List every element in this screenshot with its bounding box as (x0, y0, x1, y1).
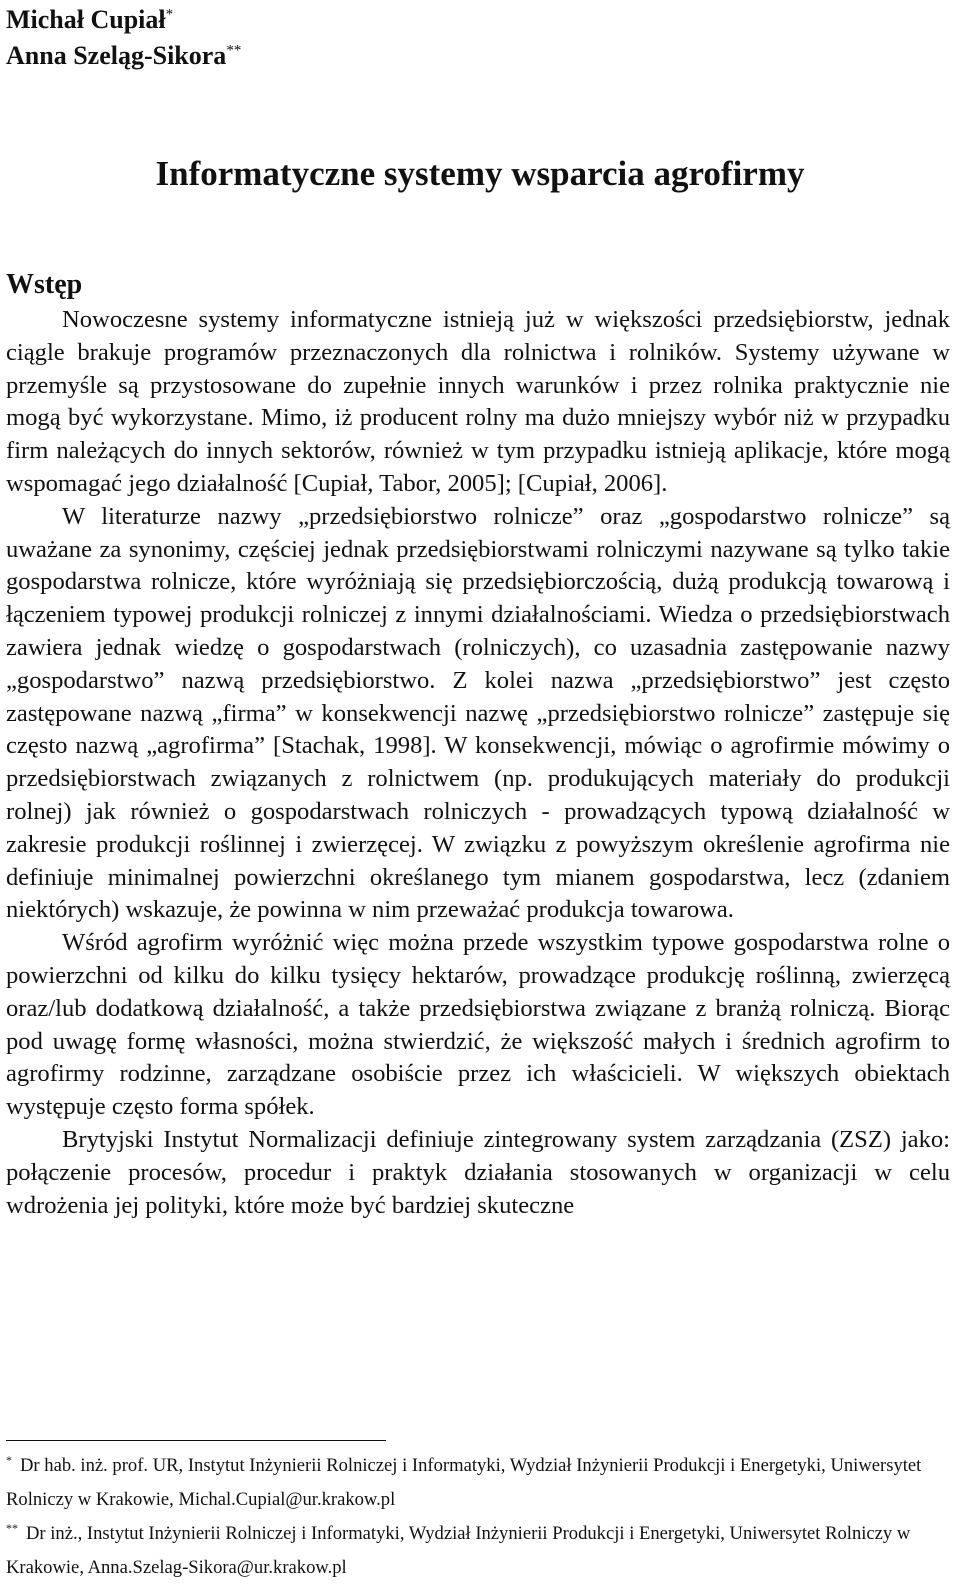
author-2 (6, 38, 241, 74)
paragraph-4: Brytyjski Instytut Normalizacji definiuje zintegrowany system zarządzania (ZSZ) jako: połączenie procesów, procedur i praktyk działania stosowanych w organizacji w celu wdrożenia jej polityki, które może być bardziej skuteczne (6, 1125, 950, 1219)
footnote-1 (6, 1449, 950, 1517)
author-1 (6, 2, 241, 38)
paragraph-1: Nowoczesne systemy informatyczne istnieją już w większości przedsiębiorstw, jednak ciągle brakuje programów przeznaczonych dla rolnictwa i rolników. Systemy używane w przemyśle są przystosowane do zupełnie innych warunków i przez rolnika praktycznie nie mogą być wykorzystane. Mimo, iż producent rolny ma dużo mniejszy wybór niż w przypadku firm należących do innych sektorów, również w tym przypadku istnieją aplikacje, które mogą wspomagać jego działalność [Cupiał, Tabor, 2005]; [Cupiał, 2006]. (6, 306, 950, 497)
section-heading: Wstęp (6, 269, 83, 300)
paragraph-3: Wśród agrofirm wyróżnić więc można przede wszystkim typowe gospodarstwa rolne o powierzchni od kilku do kilku tysięcy hektarów, prowadzące produkcję roślinną, zwierzęcą oraz/lub dodatkową działalność, a także przedsiębiorstwa związane z branżą rolniczą. Biorąc pod uwagę formę własności, można stwierdzić, że większość małych i średnich agrofirm to agrofirmy rodzinne, zarządzane osobiście przez ich właścicieli. W większych obiektach występuje często forma spółek. (6, 929, 950, 1121)
section-body (6, 304, 950, 1222)
paper-title: Informatyczne systemy wsparcia agrofirmy (155, 154, 805, 193)
author-1-name: Michał Cupiał (6, 5, 166, 34)
footnote-1-text: Dr hab. inż. prof. UR, Instytut Inżynierii Rolniczej i Informatyki, Wydział Inżynierii Produkcji i Energetyki, Uniwersytet Rolniczy w Krakowie, Michal.Cupial@ur.krakow.pl (6, 1455, 922, 1510)
author-2-name: Anna Szeląg-Sikora (6, 41, 227, 70)
author-list (6, 2, 241, 74)
footnote-2-text: Dr inż., Instytut Inżynierii Rolniczej i Informatyki, Wydział Inżynierii Produkcji i Energetyki, Uniwersytet Rolniczy w Krakowie, Anna.Szelag-Sikora@ur.krakow.pl (6, 1523, 911, 1578)
author-1-footnote-mark: * (165, 6, 174, 23)
footnote-2-mark: ** (6, 1520, 18, 1535)
footnote-1-mark: * (6, 1452, 12, 1467)
footnote-divider (6, 1440, 386, 1441)
footnotes (6, 1449, 950, 1585)
paragraph-2: W literaturze nazwy „przedsiębiorstwo rolnicze” oraz „gospodarstwo rolnicze” są uważane za synonimy, częściej jednak przedsiębiorstwami rolniczymi nazywane są tylko takie gospodarstwa rolnicze, które wyróżniają się przedsiębiorczością, dużą produkcją towarową i łączeniem typowej produkcji rolniczej z innymi działalnościami. Wiedza o przedsiębiorstwach zawiera jednak wiedzę o gospodarstwach (rolniczych), co uzasadnia zastępowanie nazwy „gospodarstwo” nazwą przedsiębiorstwo. Z kolei nazwa „przedsiębiorstwo” jest często zastępowane nazwą „firma” w konsekwencji nazwę „przedsiębiorstwo rolnicze” zastępuje się często nazwą „agrofirma” [Stachak, 1998]. W konsekwencji, mówiąc o agrofirmie mówimy o przedsiębiorstwach związanych z rolnictwem (np. produkujących materiały do produkcji rolnej) jak również o gospodarstwach rolniczych - prowadzących typową działalność w zakresie produkcji roślinnej i zwierzęcej. W związku z powyższym określenie agrofirma nie definiuje minimalnej powierzchni określanego tym mianem gospodarstwa, lecz (zdaniem niektórych) wskazuje, że powinna w nim przeważać produkcja towarowa. (6, 502, 950, 924)
footnote-2 (6, 1517, 950, 1585)
author-2-footnote-mark: ** (226, 42, 242, 59)
